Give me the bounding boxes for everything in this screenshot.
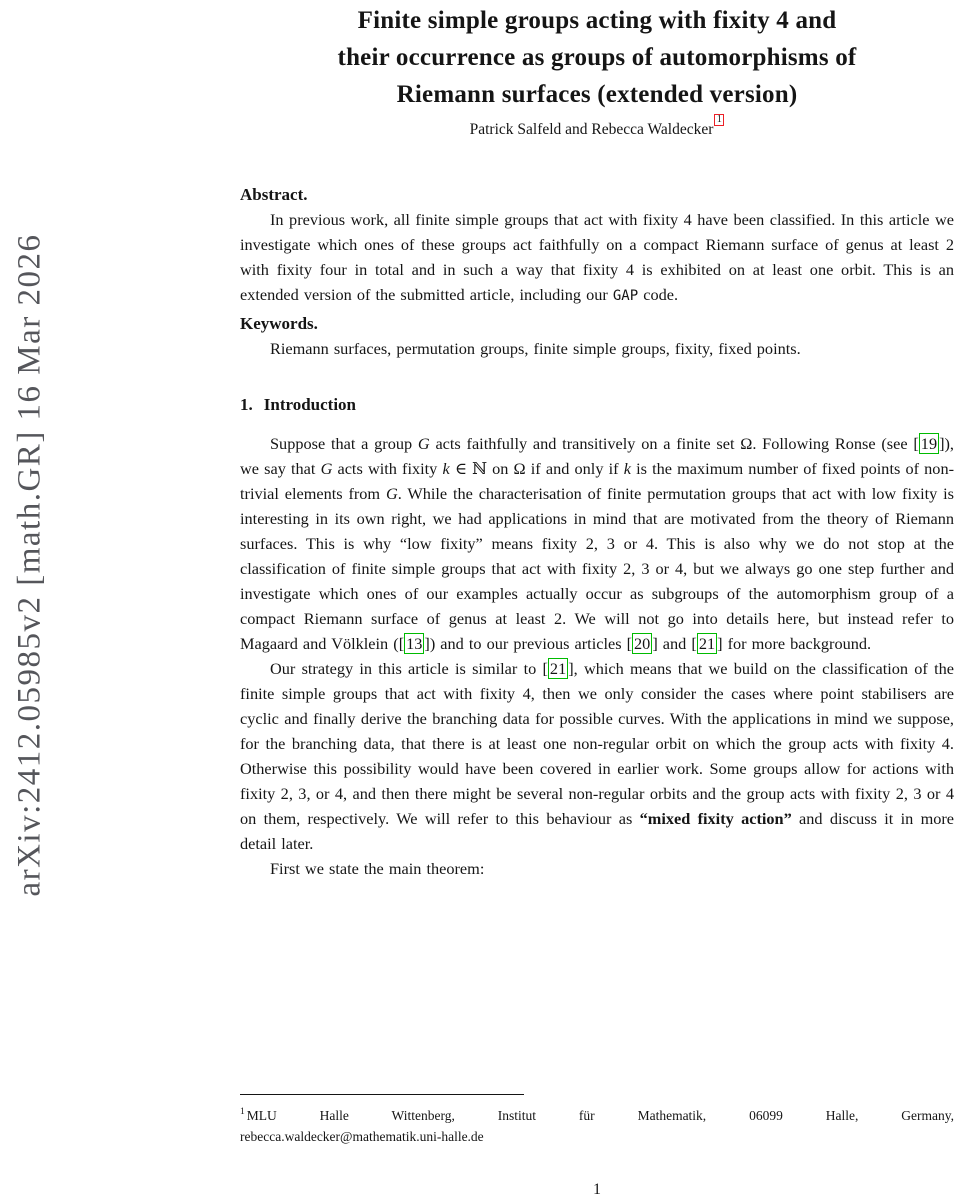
bold-segment: “mixed fixity action”	[639, 809, 792, 829]
text-segment: . While the characterisation of finite permutation groups that act with low fixity is interesting in its own right, we had applications in mind that are motivated from the theory of Riemann surfaces. This is why “low fixity” means fixity 2, 3 or 4. This is also why we do not stop at the classification of finite simple groups that act with fixity 2, 3 or 4, but we always go one step further and investigate which ones of our examples actually occur as subgroups of the automorphism group of a compact Riemann surface of genus at least 2. We will not go into details here, but instead refer to Magaard and Völklein (	[240, 484, 954, 654]
text-segment: acts faithfully and transitively on a finite set Ω. Following Ronse (see	[429, 434, 914, 454]
citation-number[interactable]: 20	[634, 634, 651, 654]
footnote-rule	[240, 1094, 524, 1095]
keywords-heading: Keywords.	[240, 314, 318, 334]
text-segment: ), we say that	[240, 434, 954, 479]
citation-link[interactable]: [ 13 ]	[398, 634, 430, 654]
section-number: 1.	[240, 395, 253, 415]
text-segment: In previous work, all finite simple groups that act with fixity 4 have been classified. In this article we investigate which ones of these groups act faithfully on a compact Riemann surface of genus at least 2 with fixity four in total and in such a way that fixity 4 is exhibited on at least one orbit. This is an extended version of the submitted article, including our	[240, 210, 954, 305]
text-segment: for more background.	[722, 634, 872, 654]
citation-number[interactable]: 21	[549, 659, 567, 679]
section-heading	[240, 395, 954, 415]
math-segment: G	[320, 459, 333, 479]
abstract-body	[240, 207, 954, 309]
paper-page	[240, 0, 954, 1198]
footnote-line	[240, 1102, 954, 1127]
paragraph	[240, 856, 954, 881]
citation-link[interactable]: [ 21 ]	[691, 634, 723, 654]
section-title: Introduction	[263, 395, 357, 415]
footnote-marker-link[interactable]: 1	[714, 114, 724, 126]
paragraph	[240, 656, 954, 856]
footnote	[240, 1094, 954, 1147]
abstract-heading: Abstract.	[240, 185, 308, 205]
paragraph	[240, 431, 954, 656]
text-segment: Suppose that a group	[270, 434, 418, 454]
math-segment: k	[623, 459, 631, 479]
text-segment: and discuss it in more detail later.	[240, 809, 954, 854]
author-names: Patrick Salfeld and Rebecca Waldecker	[469, 121, 714, 139]
authors-line	[240, 114, 954, 139]
text-segment: Riemann surfaces, permutation groups, finite simple groups, fixity, fixed points.	[270, 339, 801, 359]
citation-number[interactable]: 21	[698, 634, 716, 654]
arxiv-watermark: arXiv:2412.05985v2 [math.GR] 16 Mar 2026	[11, 233, 48, 897]
title-line: Finite simple groups acting with fixity 4 and	[357, 7, 837, 34]
keywords-body	[240, 336, 954, 361]
footnote-marker: 1	[240, 1107, 245, 1117]
text-segment: ∈ ℕ on Ω if and only if	[449, 459, 624, 479]
math-segment: G	[385, 484, 398, 504]
text-segment: , which means that we build on the classification of the finite simple groups that act with fixity 4, then we only consider the cases where point stabilisers are cyclic and finally derive the branching data for possible curves. With the applications in mind we suppose, for the branching data, that there is at least one non-regular orbit on which the group acts with fixity 4. Otherwise this possibility would have been covered in earlier work. Some groups allow for actions with fixity 2, 3, or 4, and then there might be several non-regular orbits and the group acts with fixity 2, 3 or 4 on them, respectively. We will refer to this behaviour as	[240, 659, 954, 829]
citation-number[interactable]: 13	[406, 634, 423, 654]
citation-link[interactable]: [ 21 ]	[542, 659, 574, 679]
citation-link[interactable]: [ 20 ]	[626, 634, 658, 654]
citation-link[interactable]: [ 19 ]	[913, 434, 945, 454]
citation-number[interactable]: 19	[920, 434, 938, 454]
footnote-email: rebecca.waldecker@mathematik.uni-halle.de	[240, 1128, 484, 1144]
paper-title	[240, 2, 954, 113]
mono-segment: GAP	[612, 288, 639, 305]
title-line: Riemann surfaces (extended version)	[396, 81, 798, 108]
text-segment: First we state the main theorem:	[270, 859, 485, 879]
footnote-affiliation: MLU Halle Wittenberg, Institut für Mathematik, 06099 Halle, Germany,	[246, 1108, 954, 1123]
text-segment: code.	[638, 285, 679, 305]
title-line: their occurrence as groups of automorphisms of	[337, 44, 857, 71]
math-segment: k	[442, 459, 450, 479]
text-segment: ) and to our previous articles	[429, 634, 627, 654]
text-segment: and	[657, 634, 692, 654]
text-segment: is the maximum number of fixed points of non-trivial elements from	[240, 459, 954, 504]
text-segment: acts with fixity	[332, 459, 443, 479]
math-segment: G	[417, 434, 430, 454]
text-segment: Our strategy in this article is similar to	[270, 659, 543, 679]
page-number: 1	[593, 1181, 601, 1198]
